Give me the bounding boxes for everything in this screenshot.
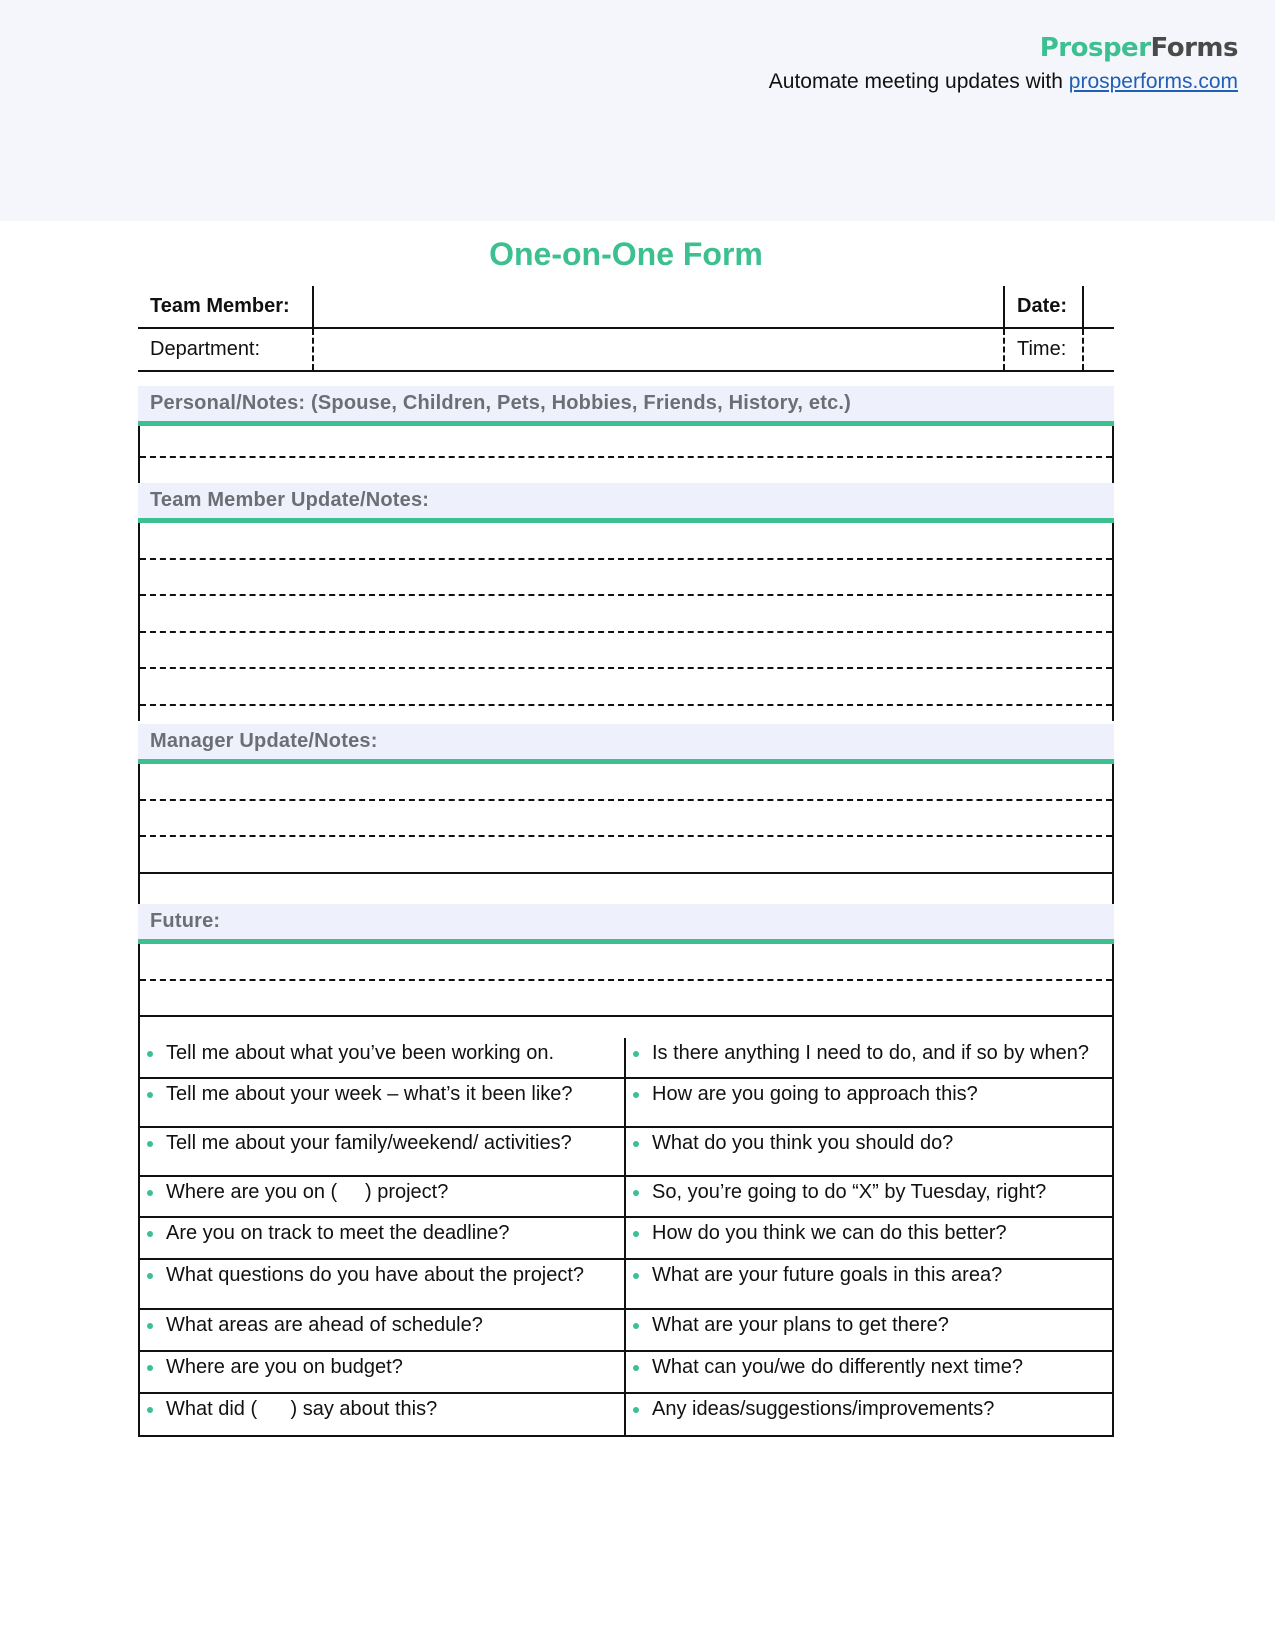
question-row (140, 1352, 1112, 1394)
question-item (140, 1218, 626, 1258)
personal-notes-lines[interactable] (138, 426, 1114, 483)
question-row (140, 1394, 1112, 1435)
bullet-icon (633, 1407, 639, 1413)
section-manager-update: Manager Update/Notes: (138, 724, 1114, 764)
brand-logo (1040, 33, 1238, 63)
question-row (140, 1079, 1112, 1128)
note-line[interactable] (140, 560, 1112, 597)
bullet-icon (147, 1092, 153, 1098)
question-item (140, 1310, 626, 1350)
question-text: What questions do you have about the project? (166, 1264, 585, 1286)
bullet-icon (147, 1051, 153, 1057)
note-line[interactable] (140, 458, 1112, 483)
form-title: One-on-One Form (489, 236, 763, 272)
question-text: What are your plans to get there? (652, 1314, 949, 1336)
question-text: How are you going to approach this? (652, 1083, 978, 1105)
brand-logo-part1: Prosper (1039, 33, 1151, 63)
note-line[interactable] (140, 944, 1112, 981)
bullet-icon (147, 1323, 153, 1329)
note-line[interactable] (140, 669, 1112, 706)
question-text: So, you’re going to do “X” by Tuesday, right? (652, 1181, 1047, 1203)
question-text: Tell me about what you’ve been working on. (166, 1042, 555, 1064)
question-row (140, 1310, 1112, 1352)
bullet-icon (633, 1141, 639, 1147)
department-field[interactable] (312, 329, 1003, 370)
note-line[interactable] (140, 523, 1112, 560)
tagline-text: Automate meeting updates with (768, 70, 1069, 93)
note-line[interactable] (140, 837, 1112, 874)
question-item (626, 1260, 1112, 1308)
bullet-icon (633, 1323, 639, 1329)
question-row (140, 1038, 1112, 1079)
info-row-team-member (138, 286, 1114, 329)
future-lines[interactable] (138, 944, 1114, 1038)
manager-update-lines[interactable] (138, 764, 1114, 904)
note-line[interactable] (140, 706, 1112, 721)
note-line[interactable] (140, 874, 1112, 904)
question-text: Tell me about your week – what’s it been like? (166, 1083, 573, 1105)
question-text: What do you think you should do? (652, 1132, 954, 1154)
question-item (140, 1394, 626, 1435)
question-prompts-table (138, 1038, 1114, 1437)
question-text: Any ideas/suggestions/improvements? (652, 1398, 995, 1420)
question-item (626, 1218, 1112, 1258)
question-text: What are your future goals in this area? (652, 1264, 1003, 1286)
team-member-field[interactable] (312, 286, 1003, 327)
team-update-lines[interactable] (138, 523, 1114, 721)
section-future: Future: (138, 904, 1114, 944)
date-label: Date: (1003, 286, 1082, 327)
date-field[interactable] (1082, 286, 1244, 327)
question-text: Where are you on budget? (166, 1356, 403, 1378)
bullet-icon (633, 1092, 639, 1098)
note-line[interactable] (140, 801, 1112, 838)
bullet-icon (633, 1365, 639, 1371)
bullet-icon (633, 1051, 639, 1057)
question-item (140, 1079, 626, 1126)
question-text: Is there anything I need to do, and if so by when? (652, 1042, 1089, 1064)
bullet-icon (633, 1273, 639, 1279)
bullet-icon (147, 1365, 153, 1371)
question-text: Where are you on ( ) project? (166, 1181, 449, 1203)
question-item (626, 1394, 1112, 1435)
question-item (140, 1038, 626, 1077)
prosperforms-link[interactable]: prosperforms.com (1068, 70, 1238, 93)
bullet-icon (147, 1407, 153, 1413)
question-item (140, 1128, 626, 1175)
question-item (626, 1038, 1112, 1077)
info-table (138, 286, 1114, 372)
question-item (626, 1079, 1112, 1126)
question-row (140, 1218, 1112, 1260)
bullet-icon (147, 1190, 153, 1196)
question-text: Tell me about your family/weekend/ activities? (166, 1132, 572, 1154)
section-team-member-update: Team Member Update/Notes: (138, 483, 1114, 523)
question-text: What can you/we do differently next time? (652, 1356, 1023, 1378)
question-text: How do you think we can do this better? (652, 1222, 1007, 1244)
bullet-icon (147, 1273, 153, 1279)
section-personal-notes: Personal/Notes: (Spouse, Children, Pets, Hobbies, Friends, History, etc.) (138, 386, 1114, 426)
question-item (626, 1310, 1112, 1350)
question-text: Are you on track to meet the deadline? (166, 1222, 510, 1244)
bullet-icon (633, 1231, 639, 1237)
question-row (140, 1260, 1112, 1310)
question-item (140, 1352, 626, 1392)
brand-logo-part2: Forms (1150, 33, 1238, 63)
time-label: Time: (1003, 329, 1082, 370)
department-label: Department: (150, 338, 261, 360)
note-line[interactable] (140, 426, 1112, 458)
question-item (140, 1177, 626, 1216)
question-row (140, 1177, 1112, 1218)
info-row-department (138, 329, 1114, 372)
bullet-icon (147, 1231, 153, 1237)
time-field[interactable] (1082, 329, 1244, 370)
note-line[interactable] (140, 981, 1112, 1018)
tagline (769, 70, 1238, 94)
question-text: What areas are ahead of schedule? (166, 1314, 483, 1336)
note-line[interactable] (140, 596, 1112, 633)
bullet-icon (147, 1141, 153, 1147)
question-item (140, 1260, 626, 1308)
note-line[interactable] (140, 764, 1112, 801)
team-member-label: Team Member: (150, 295, 290, 317)
question-item (626, 1128, 1112, 1175)
question-item (626, 1177, 1112, 1216)
question-item (626, 1352, 1112, 1392)
bullet-icon (633, 1190, 639, 1196)
question-text: What did ( ) say about this? (166, 1398, 438, 1420)
question-row (140, 1128, 1112, 1177)
note-line[interactable] (140, 633, 1112, 670)
